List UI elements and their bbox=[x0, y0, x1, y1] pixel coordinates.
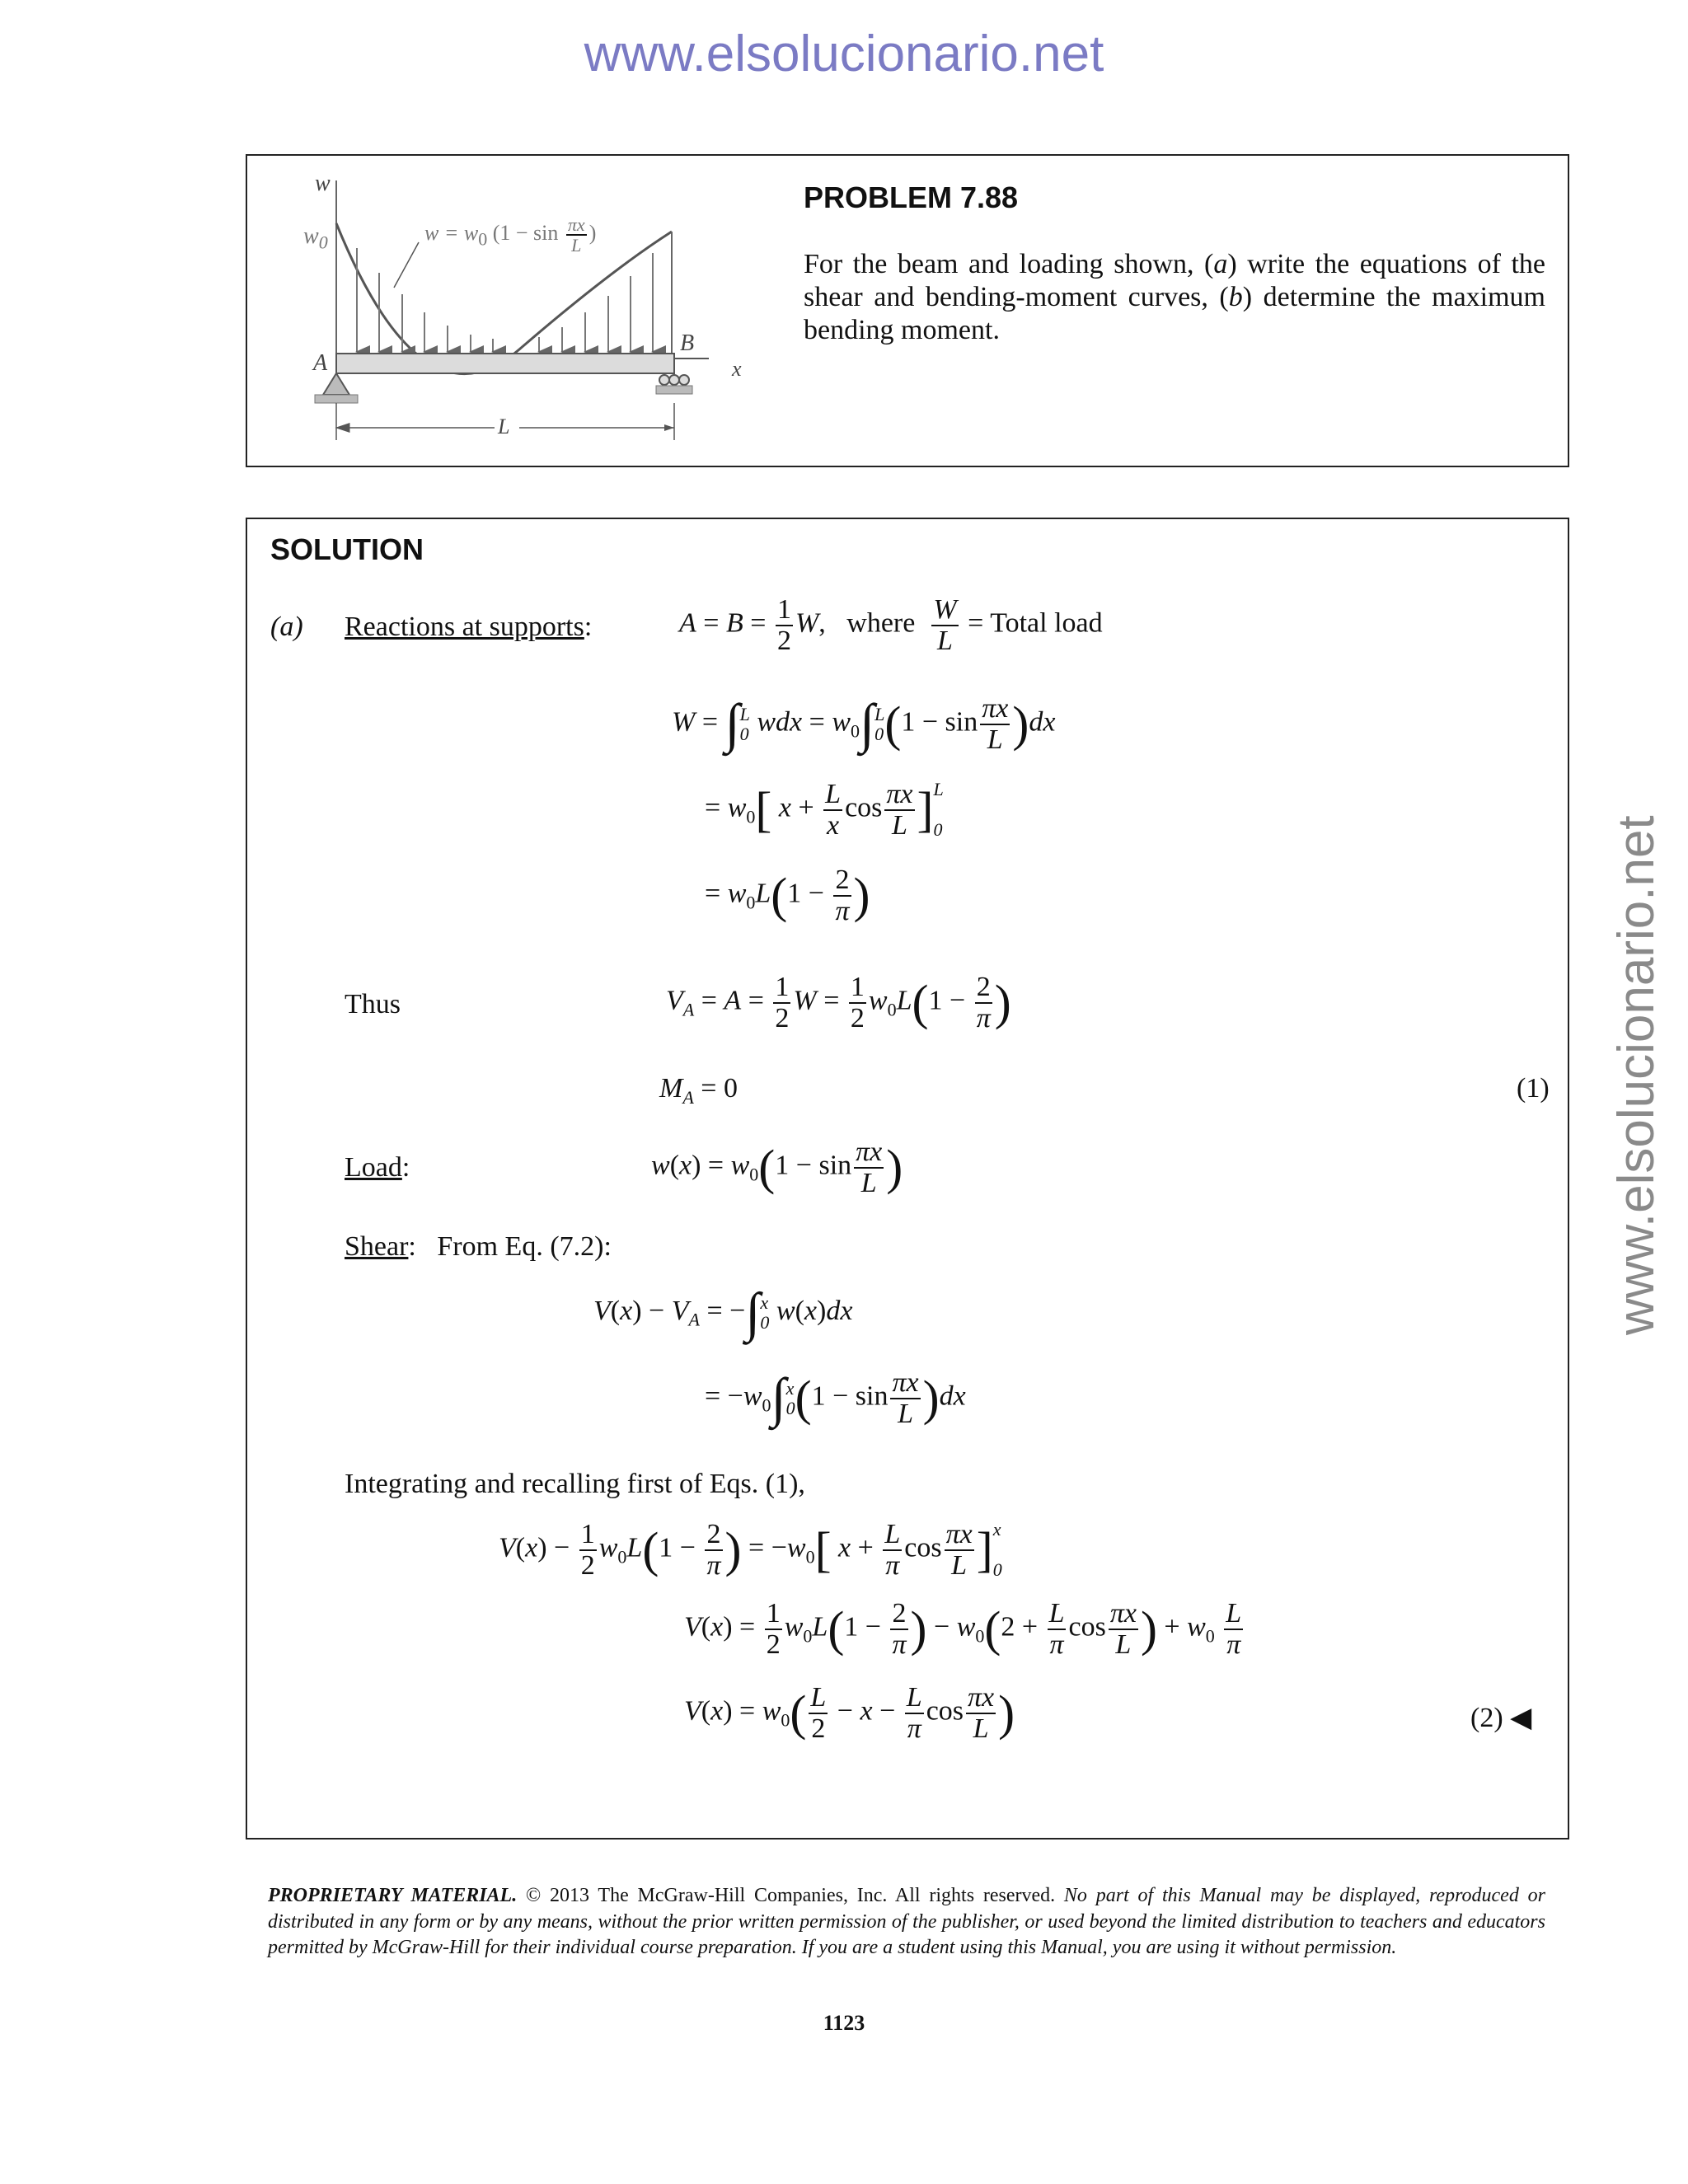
solution-box bbox=[246, 518, 1569, 1840]
fig-label-w: w bbox=[315, 171, 331, 196]
fig-load-equation bbox=[424, 215, 596, 255]
shear-label bbox=[345, 1231, 612, 1263]
eq1-tag: (1) bbox=[1517, 1073, 1550, 1104]
load-label bbox=[345, 1152, 410, 1183]
fig-label-w0-text: w bbox=[303, 223, 319, 249]
problem-title: PROBLEM 7.88 bbox=[804, 180, 1019, 214]
eq2-tag: (2) ◀ bbox=[1470, 1703, 1532, 1733]
problem-text-1: For the beam and loading shown, ( bbox=[804, 249, 1214, 279]
fig-label-B: B bbox=[680, 330, 695, 356]
load-label-text: Load bbox=[345, 1152, 402, 1183]
solution-heading: SOLUTION bbox=[270, 532, 424, 566]
fig-label-w0 bbox=[303, 223, 328, 254]
footer-proprietary: PROPRIETARY MATERIAL. bbox=[268, 1885, 518, 1906]
watermark-top: www.elsolucionario.net bbox=[584, 26, 1104, 82]
footer-copyright: © 2013 The McGraw-Hill Companies, Inc. All rights reserved. bbox=[517, 1885, 1064, 1906]
beam-figure bbox=[247, 156, 709, 452]
problem-box bbox=[246, 154, 1569, 467]
fig-label-A: A bbox=[313, 350, 328, 376]
problem-text-2: ) write the equations of the shear and bending-moment curves, ( bbox=[804, 249, 1546, 312]
reactions-label bbox=[345, 612, 592, 643]
problem-text-b: b bbox=[1228, 282, 1243, 312]
fig-load-eq-lhs: w = w bbox=[424, 221, 479, 246]
equation-load: $w(x) = w_0(1 - \sin$ $\frac{\pi x}{L}$ ) bbox=[651, 1137, 903, 1198]
equation-VA: $V_A = A$ = $\frac{1}{2}$ W = $\frac{1}{2}$ $w_0L(1$ − $\frac{2}{\pi}$ ) bbox=[666, 972, 1011, 1033]
equation-shear-step1: V(x) − $\frac{1}{2}$ $w_0L(1$ − $\frac{2}{\pi}$ ) = $-w_0$[ x + $\frac{L}{\pi}$ cos $\frac{\pi x}{L}$ ]x 0 bbox=[499, 1519, 1002, 1581]
fig-label-L: L bbox=[498, 415, 510, 438]
fig-load-eq-paren: (1 − sin bbox=[492, 221, 559, 246]
part-a-label: (a) bbox=[270, 612, 303, 642]
problem-text-3: ) determine the maximum bending moment. bbox=[804, 282, 1545, 345]
problem-text-a: a bbox=[1213, 249, 1228, 279]
fig-label-x: x bbox=[732, 357, 742, 381]
fig-label-w0-sub: 0 bbox=[318, 232, 328, 253]
reactions-label-text: Reactions at supports bbox=[345, 612, 584, 642]
problem-statement bbox=[804, 248, 1545, 347]
equation-reactions: A = B = $\frac{1}{2}$ W, where $\frac{W}{L}$ = Total load bbox=[679, 594, 1103, 656]
fig-load-close: ) bbox=[588, 221, 597, 246]
shear-text: From Eq. (7.2): bbox=[437, 1231, 612, 1262]
fig-load-eq-sub: 0 bbox=[478, 228, 488, 250]
footer-notice: No part of this Manual may be displayed, reproduced or distributed in any form or by any means, without the prior written permission of the publisher, or used beyond the limited distribution to teachers and educators permitted by McGraw-Hill for their individual course preparation. If you are a student using this Manual, you are using it without permission. bbox=[268, 1885, 1545, 1959]
equation-total-load-integral: W = ∫L 0 wdx = $w_0\int L$ 0(1 − sin $\frac{\pi x}{L}$ )dx bbox=[672, 693, 1056, 755]
fig-load-num: πx bbox=[567, 214, 585, 235]
reactions-colon: : bbox=[584, 612, 593, 642]
equation-shear-integral: $V(x) - V_A = -\int x$ 0 w(x)dx bbox=[593, 1282, 853, 1343]
equation-MA: $M_A = 0$ bbox=[659, 1073, 738, 1108]
equation-shear-final: $V(x) = w_0$( $\frac{L}{2}$ − x − $\frac{L}{\pi}$ cos $\frac{\pi x}{L}$ ) bbox=[684, 1682, 1015, 1744]
equation-total-load-result: = $w_0L(1$ − $\frac{2}{\pi}$ ) bbox=[705, 865, 870, 926]
integrating-text: Integrating and recalling first of Eqs. (1), bbox=[345, 1469, 805, 1499]
equation-shear-substituted: = $-w_0\int x$ 0(1 − sin $\frac{\pi x}{L}$ )dx bbox=[705, 1367, 966, 1429]
thus-label: Thus bbox=[345, 989, 401, 1019]
equation-shear-step2: V(x) = $\frac{1}{2}$ $w_0L(1$ − $\frac{2}{\pi}$ ) − $w_0(2$ + $\frac{L}{\pi}$ cos $\frac{\pi x}{L}$ ) + $w_0$ $\frac{L}{\pi}$ bbox=[684, 1598, 1242, 1660]
fig-load-frac bbox=[566, 215, 587, 255]
watermark-side: www.elsolucionario.net bbox=[1608, 815, 1665, 1335]
fig-load-den: L bbox=[571, 235, 582, 256]
page-number: 1123 bbox=[823, 2011, 865, 2035]
copyright-footer bbox=[268, 1883, 1545, 1961]
load-colon: : bbox=[401, 1152, 410, 1183]
shear-label-text: Shear bbox=[345, 1231, 409, 1262]
shear-colon: : bbox=[408, 1231, 416, 1262]
equation-total-load-evaluated: = $w_0$[ x + $\frac{L}{x}$ cos $\frac{\pi x}{L}$ ]L 0 bbox=[705, 779, 944, 841]
